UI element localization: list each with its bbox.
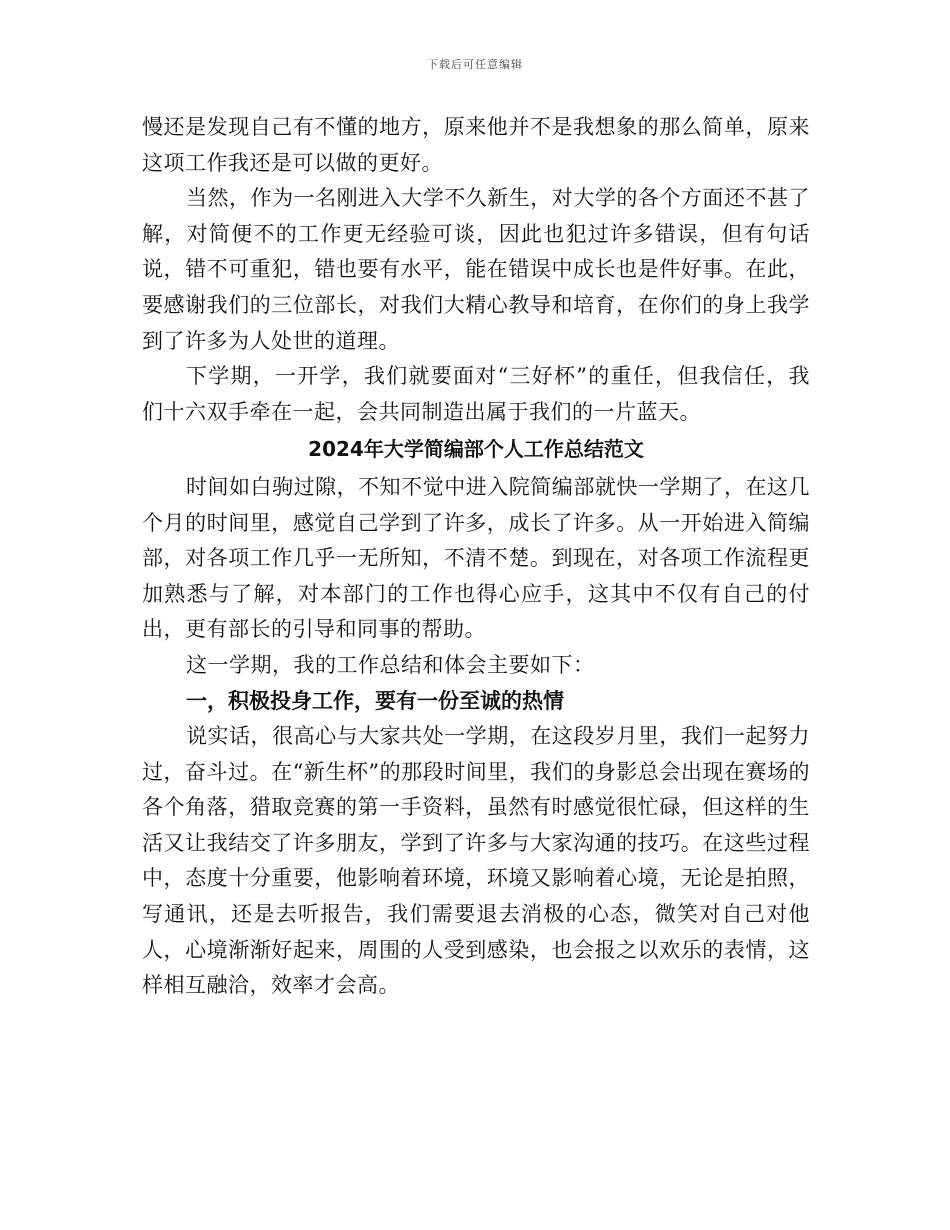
document-body	[142, 110, 810, 1004]
paragraph-intro: 时间如白驹过隙，不知不觉中进入院简编部就快一学期了，在这几个月的时间里，感觉自己学到了许多，成长了许多。从一开始进入简编部，对各项工作几乎一无所知，不清不楚。到现在，对各项工作流程更加熟悉与了解，对本部门的工作也得心应手，这其中不仅有自己的付出，更有部长的引导和同事的帮助。	[142, 474, 810, 642]
paragraph-reflection: 当然，作为一名刚进入大学不久新生，对大学的各个方面还不甚了解，对简便不的工作更无经验可谈，因此也犯过许多错误，但有句话说，错不可重犯，错也要有水平，能在错误中成长也是件好事。在此，要感谢我们的三位部长，对我们大精心教导和培育，在你们的身上我学到了许多为人处世的道理。	[142, 186, 810, 353]
section-title: 2024年大学简编部个人工作总结范文	[308, 437, 644, 462]
paragraph-summary-lead: 这一学期，我的工作总结和体会主要如下：	[186, 652, 595, 677]
sub-heading-1: 一，积极投身工作，要有一份至诚的热情	[186, 688, 564, 713]
paragraph-enthusiasm: 说实话，很高心与大家共处一学期，在这段岁月里，我们一起努力过，奋斗过。在“新生杯”的那段时间里，我们的身影总会出现在赛场的各个角落，猎取竞赛的第一手资料，虽然有时感觉很忙碌，但这样的生活又让我结交了许多朋友，学到了许多与大家沟通的技巧。在这些过程中，态度十分重要，他影响着环境，环境又影响着心境，无论是拍照，写通讯，还是去听报告，我们需要退去消极的心态，微笑对自己对他人，心境渐渐好起来，周围的人受到感染，也会报之以欢乐的表情，这样相互融洽，效率才会高。	[142, 724, 810, 998]
page-header-note: 下载后可任意编辑	[427, 58, 523, 71]
paragraph-continuation: 慢还是发现自己有不懂的地方，原来他并不是我想象的那么简单，原来这项工作我还是可以做的更好。	[142, 115, 810, 175]
paragraph-next-term: 下学期，一开学，我们就要面对“三好杯”的重任，但我信任，我们十六双手牵在一起，会共同制造出属于我们的一片蓝天。	[142, 364, 810, 424]
